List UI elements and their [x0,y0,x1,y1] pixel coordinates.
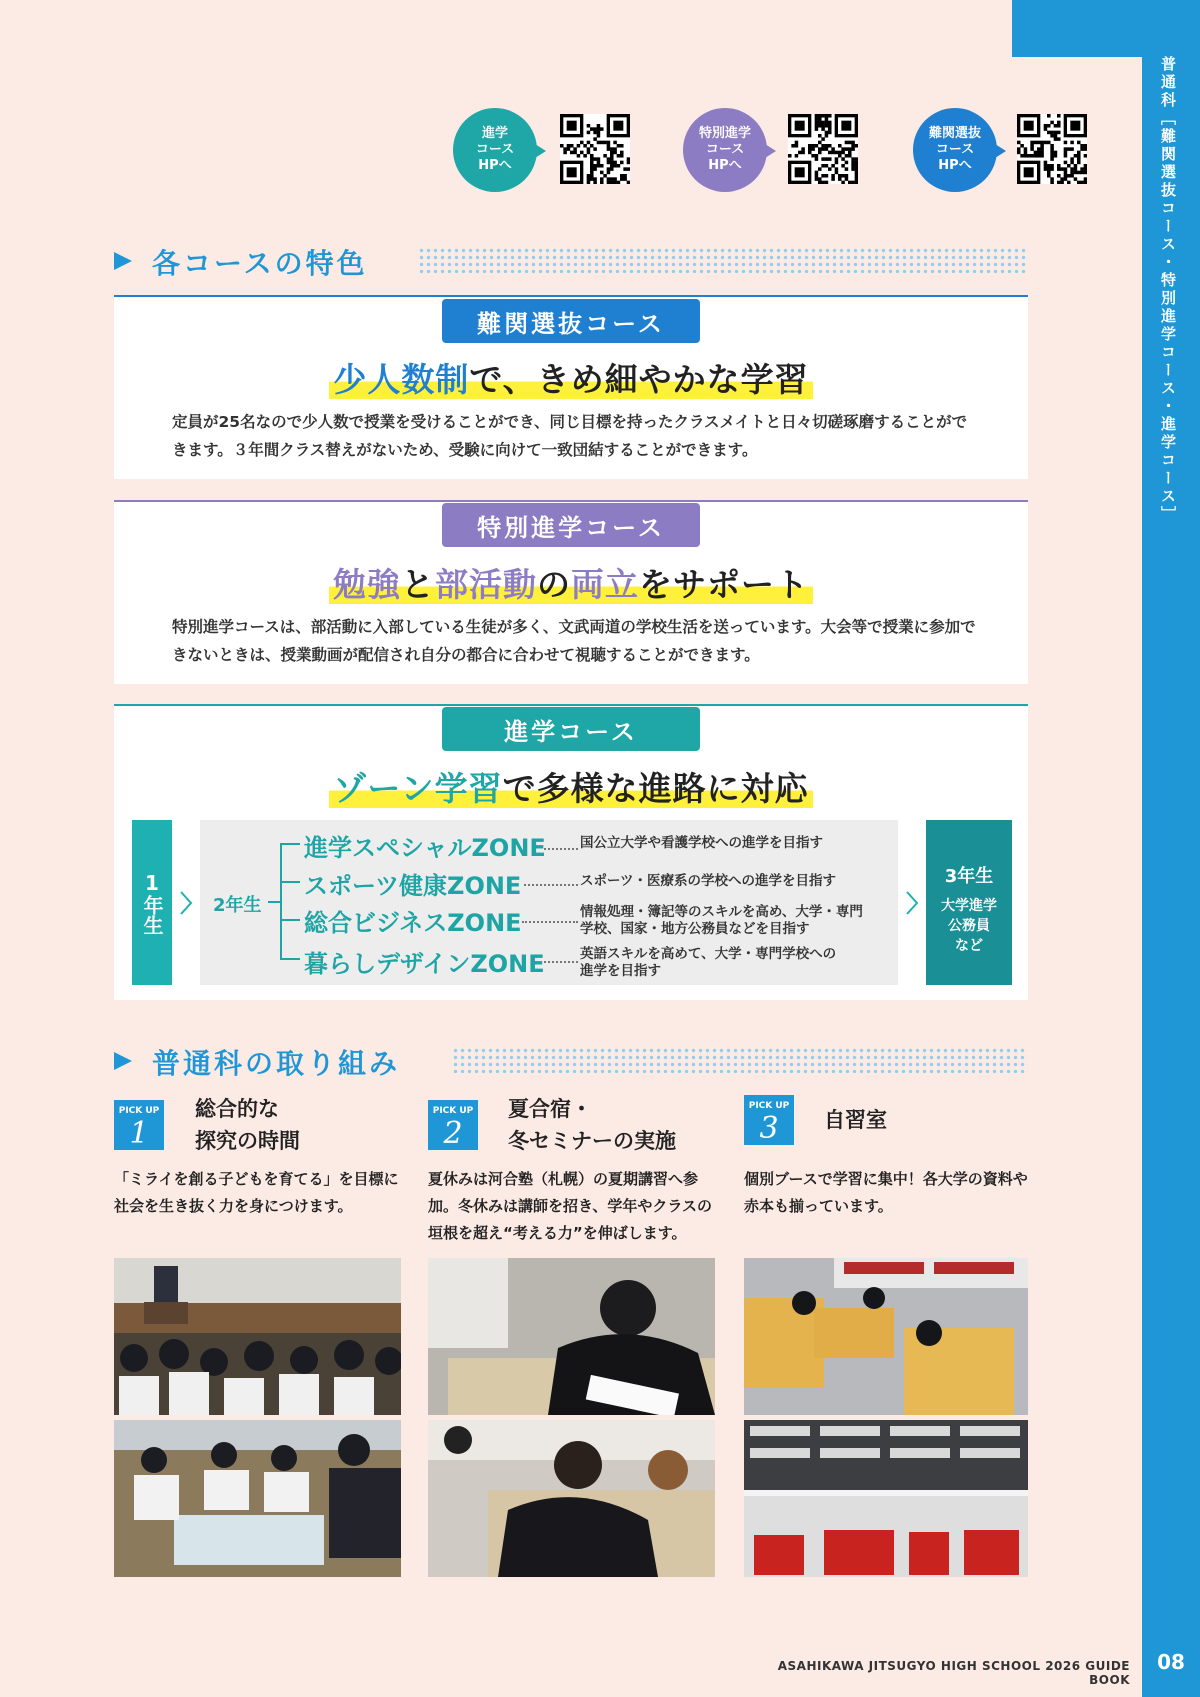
headline-highlight: 少人数制 [333,360,470,399]
pickup-title [195,1093,300,1157]
leader-dots [544,961,578,963]
headline-text: の [537,565,571,604]
course-headline [114,763,1028,810]
course-description: 特別進学コースは、部活動に入部している生徒が多く、文武両道の学校生活を送っています。大会等で授業に参加できないときは、授業動画が配信され自分の都合に合わせて視聴することができます。 [172,618,976,664]
course-headline [114,559,1028,606]
pickup-title-line: 冬セミナーの実施 [508,1129,676,1153]
qr-label-line: 進学 [481,126,508,141]
photo-summer-seminar [428,1258,715,1415]
dot-pattern [418,247,1028,273]
qr-code-icon[interactable] [1017,114,1087,184]
side-title: 普通科［難関選抜コース・特別進学コース・進学コース］ [1159,56,1177,524]
zone-name: 暮らしデザインZONE [304,950,545,978]
pickup-label: PICK UP [748,1101,790,1111]
section-title: 普通科の取り組み [152,1047,401,1080]
grade-3-destination: など [955,938,983,954]
grade-2-label: 2年生 [213,895,262,916]
grade-1-box: 1年生 [132,820,172,985]
headline-text: で、きめ細やかな学習 [469,360,809,399]
pickup-badge [114,1100,164,1150]
pickup-title-line: 探究の時間 [195,1129,300,1153]
qr-label-line: コース [705,142,745,157]
course-description: 定員が25名なので少人数で授業を受けることができ、同じ目標を持ったクラスメイトと日々切磋琢磨することができます。３年間クラス替えがないため、受験に向けて一致団結することができます。 [172,413,968,459]
qr-link-nankan[interactable] [913,108,997,192]
grade-3-destination: 大学進学 [941,898,997,914]
leader-dots [544,848,578,850]
card-divider [114,704,1028,706]
bracket-line [280,843,300,845]
leader-dots [524,884,578,886]
pickup-title-line: 自習室 [824,1108,887,1132]
zone-name: スポーツ健康ZONE [304,872,522,900]
headline-text: で多様な進路に対応 [502,769,809,808]
chevron-right-icon [904,889,920,921]
headline-highlight: 部活動 [435,565,537,604]
photo-bookshelf [744,1420,1028,1577]
zone-description: 国公立大学や看護学校への進学を目指す [580,835,823,851]
pickup-number: 2 [443,1116,463,1151]
bracket-line [280,843,282,960]
pickup-body: 「ミライを創る子どもを育てる」を目標に社会を生き抜く力を身につけます。 [114,1170,399,1215]
dot-pattern [452,1047,1028,1073]
qr-label-line: HPへ [938,158,972,173]
chevron-right-icon [178,889,194,921]
pickup-label: PICK UP [432,1106,474,1116]
grade-3-box [926,820,1012,985]
section-title: 各コースの特色 [152,247,368,280]
qr-label-line: HPへ [478,158,512,173]
bracket-line [280,958,300,960]
photo-group-work [114,1420,401,1577]
qr-link-tokubetsu[interactable] [683,108,767,192]
bracket-line [280,919,300,921]
pickup-title [824,1104,887,1136]
pickup-title-line: 夏合宿・ [508,1097,592,1121]
grade-3-destination: 公務員 [948,918,990,934]
qr-label-line: 難関選抜 [928,126,981,141]
pickup-title [508,1093,676,1157]
footer-text: ASAHIKAWA JITSUGYO HIGH SCHOOL 2026 GUIDE BOOK [777,1659,1130,1687]
photo-study-room-booths [744,1258,1028,1415]
pickup-label: PICK UP [118,1106,160,1116]
zone-description: スポーツ・医療系の学校への進学を目指す [580,873,836,889]
headline-highlight: ゾーン学習 [333,769,503,808]
zone-description [580,946,836,980]
page-number: 08 [1157,1650,1185,1674]
zone-description-line: 学校、国家・地方公務員などを目指す [580,921,810,937]
pickup-badge [428,1100,478,1150]
qr-link-shingaku[interactable] [453,108,537,192]
zone-description-line: 英語スキルを高めて、大学・専門学校への [580,946,837,962]
photo-winter-seminar [428,1420,715,1577]
zone-description-line: 進学を目指す [580,963,661,979]
pickup-body: 夏休みは河合塾（札幌）の夏期講習へ参加。冬休みは講師を招き、学年やクラスの垣根を超え“考える力”を伸ばします。 [428,1170,712,1242]
qr-code-icon[interactable] [788,114,858,184]
section-arrow-icon [114,1052,132,1070]
course-tag: 進学コース [442,707,700,751]
pickup-number: 1 [129,1116,149,1151]
headline-text: をサポート [639,565,809,604]
leader-dots [522,921,578,923]
headline-highlight: 両立 [571,565,639,604]
qr-label-line: HPへ [708,158,742,173]
card-divider [114,295,1028,297]
zone-description [580,904,863,938]
qr-label-line: コース [935,142,975,157]
headline-highlight: 勉強 [333,565,401,604]
zone-name: 進学スペシャルZONE [304,834,546,862]
zone-description-line: 情報処理・簿記等のスキルを高め、大学・専門 [580,904,863,920]
photo-lecture-hall [114,1258,401,1415]
zone-name: 総合ビジネスZONE [304,909,522,937]
qr-label-line: コース [475,142,515,157]
section-arrow-icon [114,252,132,270]
pickup-title-line: 総合的な [195,1097,279,1121]
corner-accent [1012,0,1200,57]
bracket-line [280,881,300,883]
qr-code-icon[interactable] [560,114,630,184]
qr-label-line: 特別進学 [698,126,751,141]
course-headline [114,354,1028,401]
pickup-number: 3 [759,1111,779,1146]
course-tag: 難関選抜コース [442,299,700,343]
bracket-line [268,901,280,903]
pickup-badge [744,1095,794,1145]
course-tag: 特別進学コース [442,503,700,547]
grade-3-label: 3年生 [944,866,994,887]
pickup-body: 個別ブースで学習に集中！各大学の資料や赤本も揃っています。 [744,1170,1028,1215]
card-divider [114,500,1028,502]
headline-text: と [401,565,435,604]
